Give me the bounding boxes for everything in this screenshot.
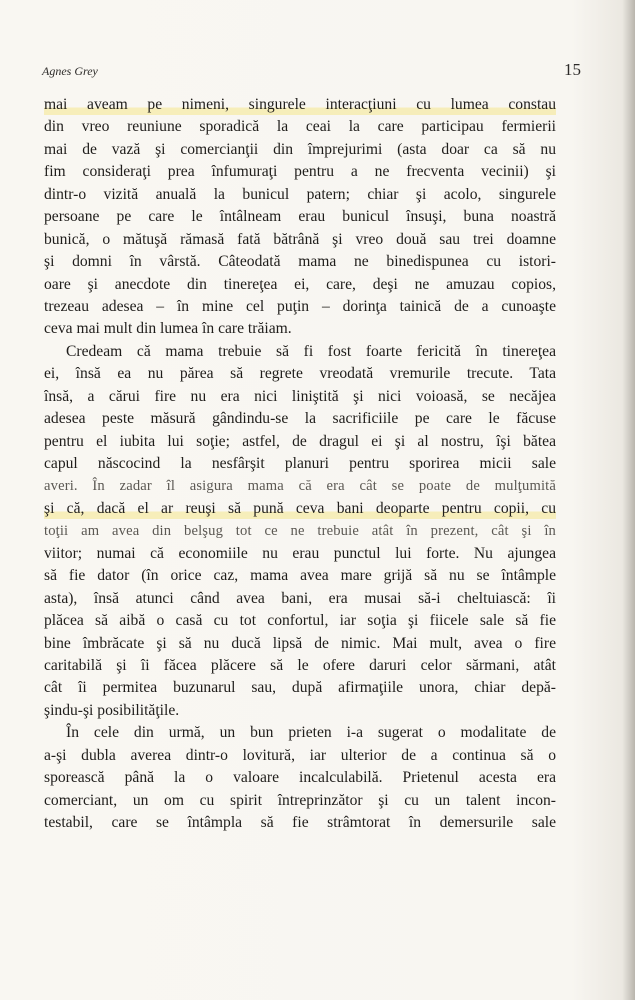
text-line: şindu-şi posibilităţile. (44, 701, 180, 719)
text-line: În cele din urmă, un bun prieten i-a sugerat o modalitate de (66, 724, 556, 742)
text-line: ei, însă ea nu părea să regrete vreodată vremurile trecute. Tata (44, 365, 556, 383)
text-line: plăcea să aibă o casă cu tot confortul, iar soţia şi fiicele sale să fie (44, 612, 556, 630)
paragraph-3 (44, 722, 556, 834)
text-line: sporească până la o valoare incalculabilă. Prietenul acesta era (44, 769, 556, 787)
text-line: trezeau adesea – în mine cel puţin – dorinţa tainică de a cunoaşte (44, 297, 556, 315)
paragraph-2 (44, 341, 556, 722)
text-line: ceva mai mult din lumea în care trăiam. (44, 320, 292, 338)
text-line: însă, a cărui fire nu era nici liniştită şi nici voioasă, se necăjea (44, 387, 556, 405)
text-line: bunică, o mătuşă rămasă fată bătrână şi vreo două sau trei doamne (44, 230, 556, 248)
running-title: Agnes Grey (42, 64, 98, 78)
body-text (44, 94, 556, 834)
text-line: pentru el iubita lui soţie; astfel, de dragul ei şi al nostru, îşi bătea (44, 432, 556, 450)
text-line: averi. În zadar îl asigura mama că era cât se poate de mulţumită (44, 478, 556, 495)
text-line: testabil, care se întâmpla să fie strâmtorat în demersurile sale (44, 814, 556, 831)
text-line: asta), însă atunci când avea bani, era musai să-i cheltuiască: îi (44, 589, 556, 607)
text-line: comerciant, un om cu spirit întreprinzător şi cu un talent incon- (44, 791, 556, 809)
text-line: mai aveam pe nimeni, singurele interacţiuni cu lumea constau (44, 94, 556, 116)
text-line: bine îmbrăcate şi să nu ducă lipsă de nimic. Mai mult, avea o fire (44, 634, 556, 652)
text-line: dintr-o vizită anuală la bunicul patern; chiar şi acolo, singurele (44, 185, 556, 203)
text-line: şi domni în vârstă. Câteodată mama ne binedispunea cu istori- (44, 253, 556, 271)
text-line: din vreo reuniune sporadică la ceai la care participau fermierii (44, 118, 556, 136)
text-line: şi că, dacă el ar reuşi să pună ceva bani deoparte pentru copii, cu (44, 498, 556, 520)
text-line: persoane pe care le întâlneam erau bunicul însuşi, buna noastră (44, 208, 556, 226)
text-line: să fie dator (în orice caz, mama avea mare grijă să nu se întâmple (44, 567, 556, 585)
text-line: caritabilă şi îi făcea plăcere să le ofere daruri celor sărmani, atât (44, 656, 556, 674)
text-line: a-şi dubla averea dintr-o lovitură, iar ulterior de a continua să o (44, 746, 556, 764)
text-line: capul născocind la nesfârşit planuri pentru sporirea micii sale (44, 455, 556, 472)
text-line: cât îi permitea buzunarul sau, după afirmaţiile unora, chiar depă- (44, 679, 556, 697)
text-line: oare şi anecdote din tinereţea ei, care, deşi ne amuzau copios, (44, 275, 556, 293)
text-line: Credeam că mama trebuie să fi fost foarte fericită în tinereţea (66, 342, 556, 360)
text-line: mai de vază şi comercianţii din împrejurimi (asta doar ca să nu (44, 140, 556, 158)
text-line: adesea peste măsură gândindu-se la sacrificiile pe care le făcuse (44, 410, 556, 428)
paragraph-1 (44, 94, 556, 341)
text-line: fim consideraţi prea înfumuraţi pentru a ne frecventa vecinii) şi (44, 163, 556, 181)
page-number: 15 (564, 60, 581, 79)
page-header (42, 58, 581, 82)
text-line: toţii am avea din belşug tot ce ne trebuie atât în prezent, cât şi în (44, 523, 556, 540)
text-line: viitor; numai că economiile nu erau punctul lui forte. Nu ajungea (44, 544, 556, 562)
